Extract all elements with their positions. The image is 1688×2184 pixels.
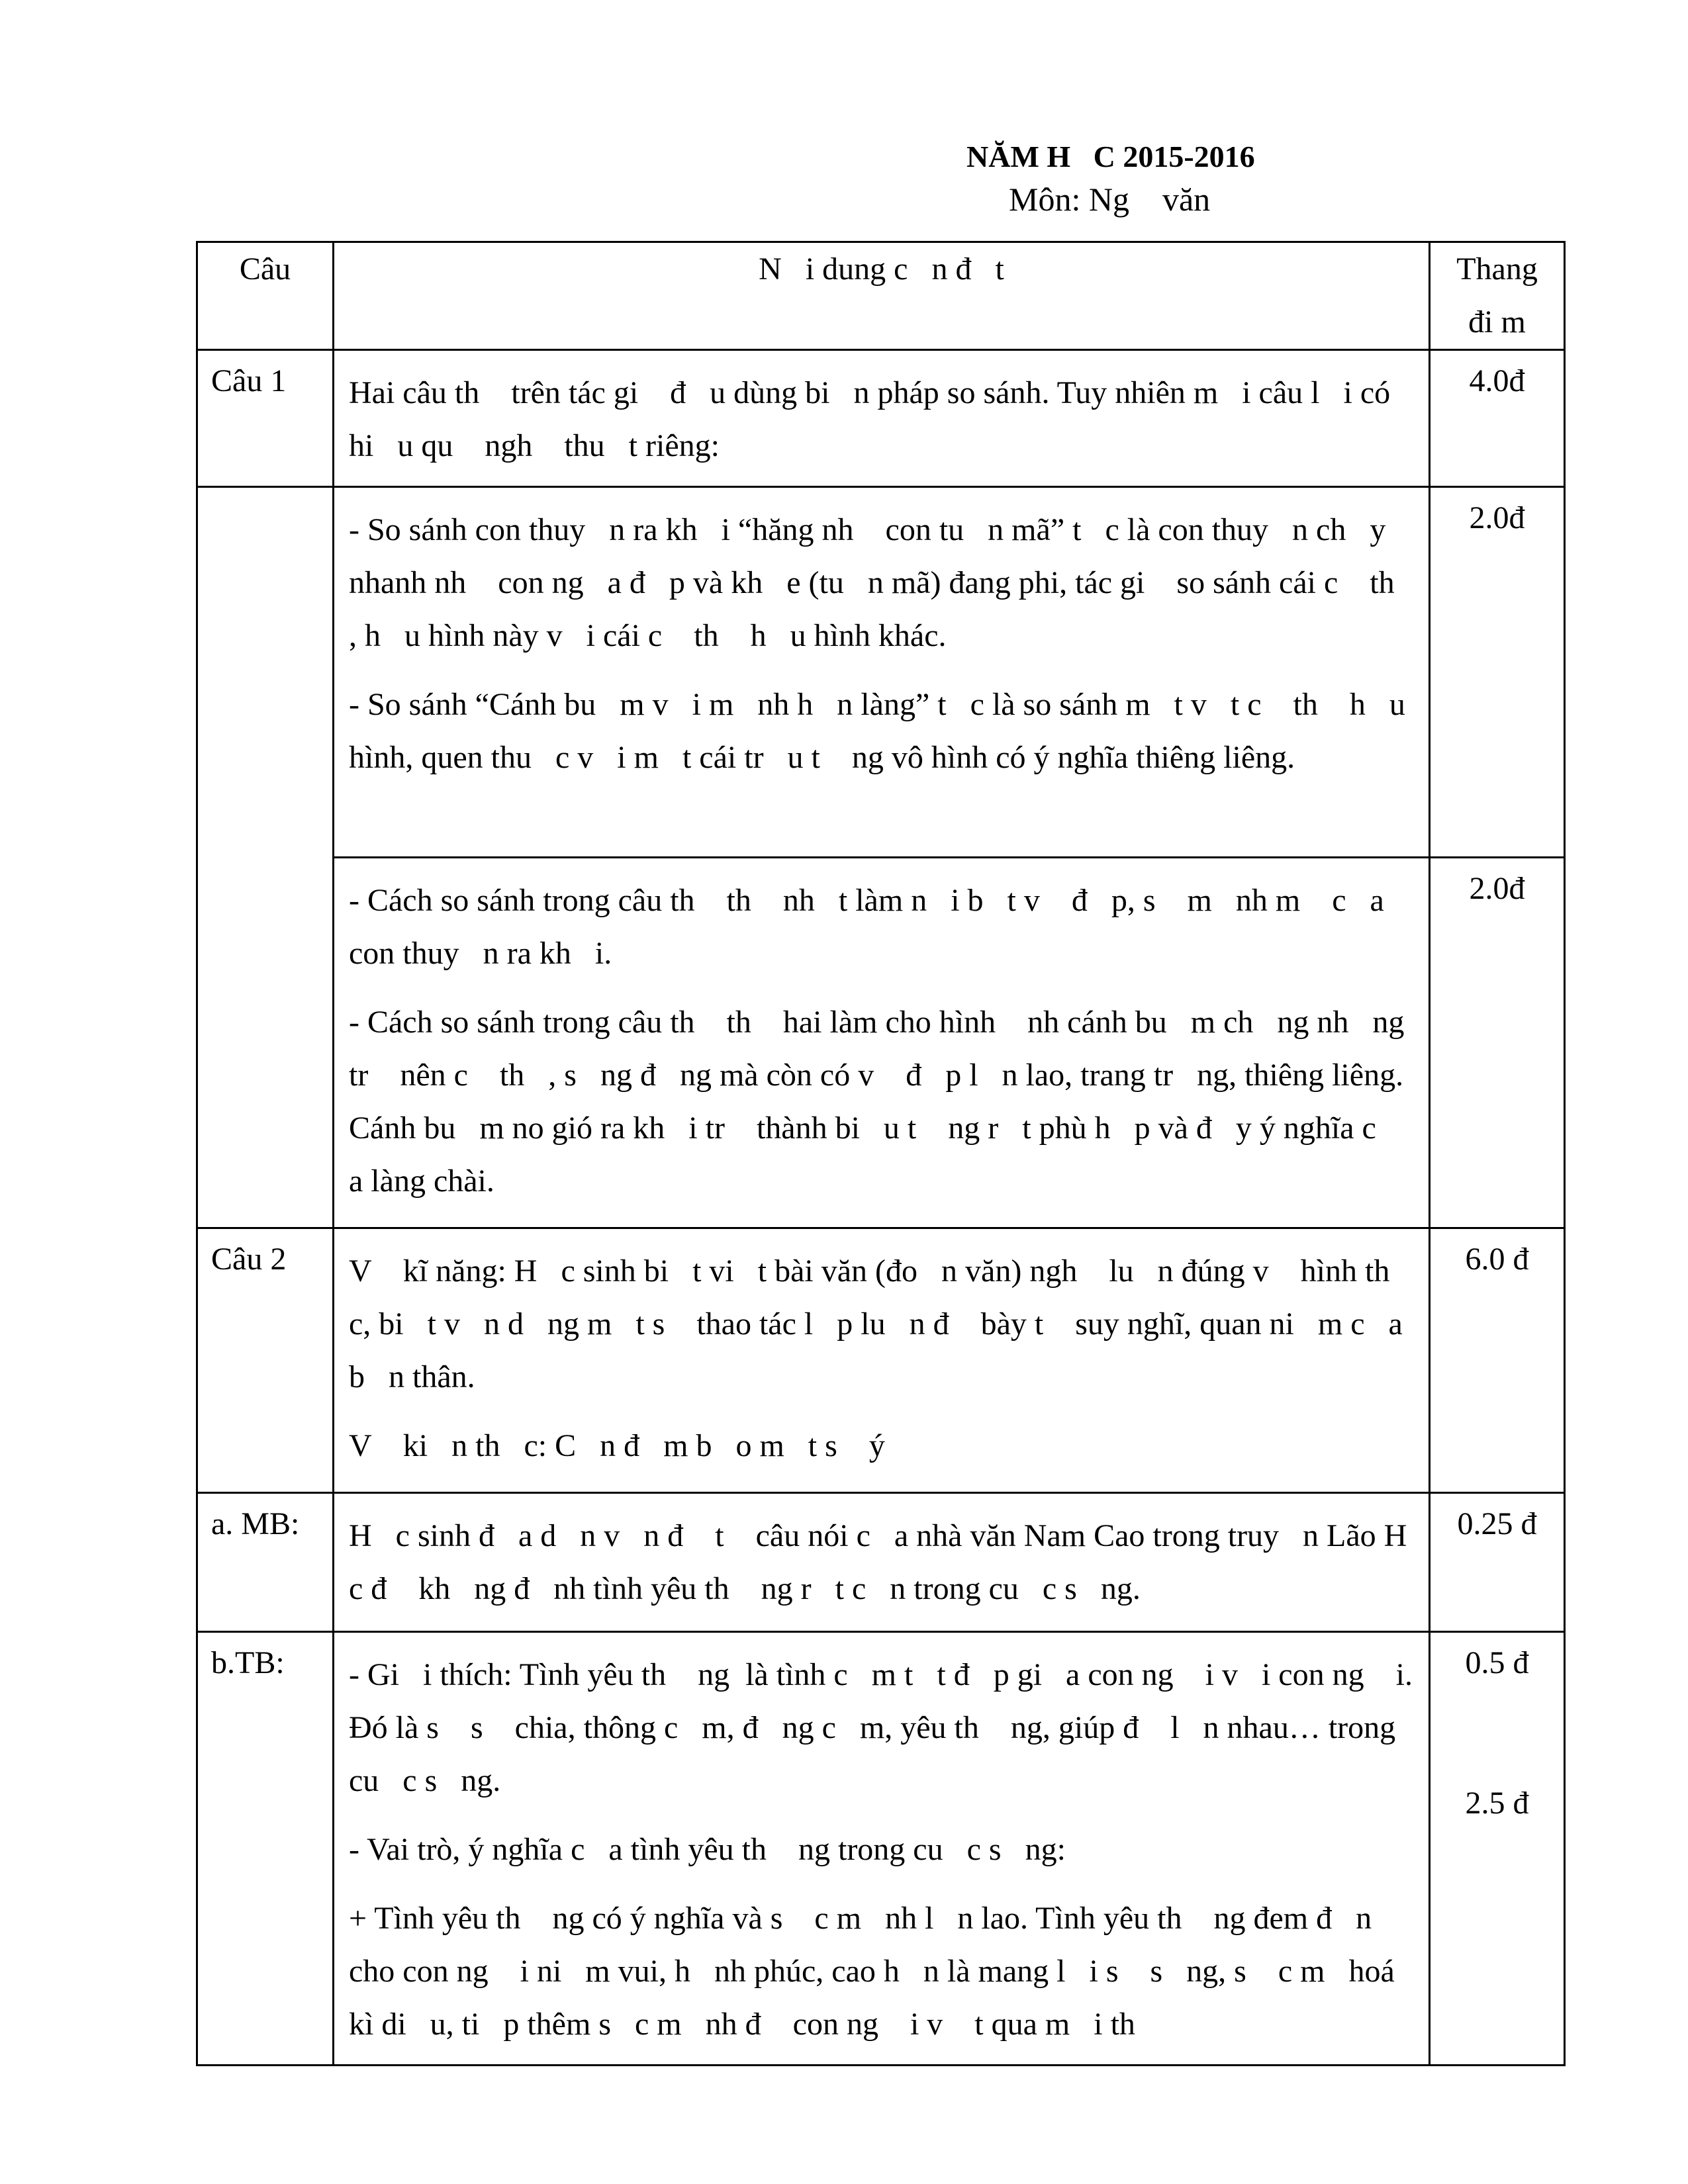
- content-cell: [334, 1632, 1430, 2066]
- table-row: [197, 350, 1565, 487]
- score-cell: [1430, 487, 1565, 858]
- answer-key-table: [196, 241, 1566, 2066]
- table-row: [197, 1228, 1565, 1493]
- content-paragraph: H c sinh đ a d n v n đ t câu nói c a nhà văn Nam Cao trong truy n Lão H c đ kh ng đ nh tình yêu th ng r t c n trong cu c s ng.: [349, 1518, 1431, 1606]
- content-cell: [334, 1228, 1430, 1493]
- header-content: N i dung c n đ t: [334, 242, 1430, 350]
- school-year-title: NĂM H C 2015-2016: [966, 140, 1255, 173]
- content-cell: [334, 350, 1430, 487]
- table-row: [197, 1493, 1565, 1632]
- score-value: 6.0 đ: [1465, 1242, 1529, 1277]
- question-cell: [197, 487, 334, 1228]
- content-paragraph: V ki n th c: C n đ m b o m t s ý: [349, 1428, 885, 1463]
- question-cell: Câu 2: [197, 1228, 334, 1493]
- content-paragraph: + Tình yêu th ng có ý nghĩa và s c m nh l n lao. Tình yêu th ng đem đ n cho con ng i ni m vui, h nh phúc, cao h n là mang l i s s ng, s c m hoá kì di u, ti p thêm s c m nh đ con ng i v t qua m i th: [349, 1901, 1403, 2042]
- score-value: 0.25 đ: [1457, 1506, 1537, 1541]
- score-value: 2.0đ: [1469, 871, 1525, 906]
- question-cell: Câu 1: [197, 350, 334, 487]
- score-cell: [1430, 858, 1565, 1228]
- table-row: [197, 1632, 1565, 2066]
- table-row: [197, 858, 1565, 1228]
- header-score: Thang đi m: [1430, 242, 1565, 350]
- content-paragraph: - So sánh “Cánh bu m v i m nh h n làng” t c là so sánh m t v t c th h u hình, quen thu c v i m t cái tr u t ng vô hình có ý nghĩa thiêng liêng.: [349, 687, 1413, 775]
- score-value: 2.5 đ: [1465, 1786, 1529, 1821]
- table-row: [197, 487, 1565, 858]
- subject-title: Môn: Ng văn: [1009, 181, 1211, 218]
- score-value: 2.0đ: [1469, 500, 1525, 535]
- question-cell: b.TB:: [197, 1632, 334, 2066]
- content-paragraph: - Vai trò, ý nghĩa c a tình yêu th ng trong cu c s ng:: [349, 1832, 1066, 1867]
- question-cell: a. MB:: [197, 1493, 334, 1632]
- score-cell: [1430, 1632, 1565, 2066]
- content-cell: [334, 858, 1430, 1228]
- content-paragraph: - So sánh con thuy n ra kh i “hăng nh con tu n mã” t c là con thuy n ch y nhanh nh con ng a đ p và kh e (tu n mã) đang phi, tác gi so sánh cái c th , h u hình này v i cái c th h u hình khác.: [349, 512, 1419, 653]
- score-cell: [1430, 350, 1565, 487]
- header-question: Câu: [197, 242, 334, 350]
- content-paragraph: - Cách so sánh trong câu th th hai làm cho hình nh cánh bu m ch ng nh ng tr nên c th , s ng đ ng mà còn có v đ p l n lao, trang tr ng, thiêng liêng. Cánh bu m no gió ra kh i tr thành bi u t ng r t phù h p và đ y ý nghĩa c a làng chài.: [349, 1005, 1413, 1199]
- content-paragraph: - Gi i thích: Tình yêu th ng là tình c m t t đ p gi a con ng i v i con ng i. Đó là s s chia, thông c m, đ ng c m, yêu th ng, giúp đ l n nhau… trong cu c s ng.: [349, 1657, 1421, 1798]
- content-paragraph: Hai câu th trên tác gi đ u dùng bi n pháp so sánh. Tuy nhiên m i câu l i có hi u qu ngh thu t riêng:: [349, 375, 1399, 463]
- content-paragraph: - Cách so sánh trong câu th th nh t làm n i b t v đ p, s m nh m c a con thuy n ra kh i.: [349, 883, 1392, 971]
- score-cell: [1430, 1228, 1565, 1493]
- score-value: 0.5 đ: [1465, 1645, 1529, 1680]
- content-cell: [334, 487, 1430, 858]
- table-header-row: [197, 242, 1565, 350]
- score-value: 4.0đ: [1469, 363, 1525, 398]
- score-cell: [1430, 1493, 1565, 1632]
- content-cell: [334, 1493, 1430, 1632]
- content-paragraph: V kĩ năng: H c sinh bi t vi t bài văn (đo n văn) ngh lu n đúng v hình th c, bi t v n d ng m t s thao tác l p lu n đ bày t suy nghĩ, quan ni m c a b n thân.: [349, 1253, 1414, 1394]
